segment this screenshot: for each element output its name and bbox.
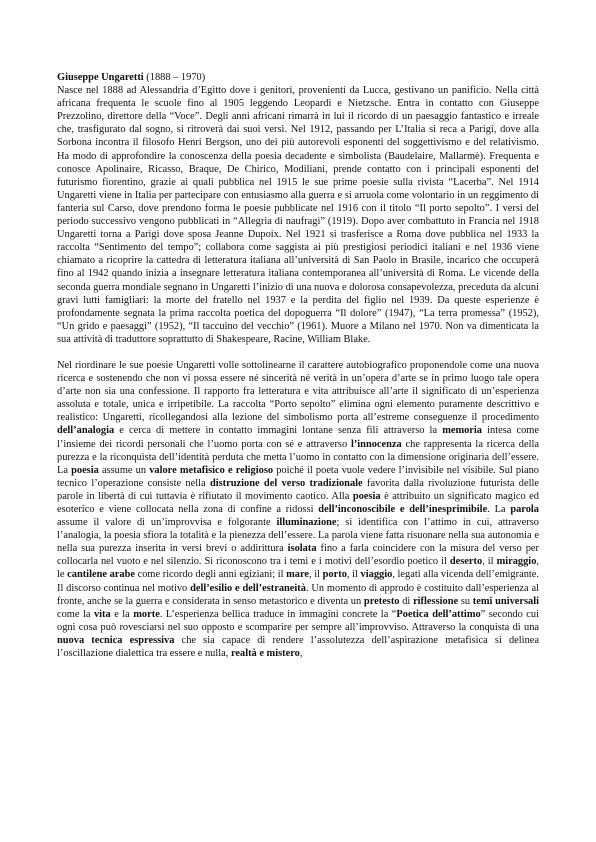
text-run: poiché il poeta vuole vedere l’invisibile nel visibile. Sul piano tecnico l’operazione consiste nella	[57, 464, 539, 489]
text-run: Nel riordinare le sue poesie Ungaretti volle sottolinearne il carattere autobiografico proponendole come una nuova ricerca e sostenendo che non vi possa essere né sincerità né verità in un’opera d’arte se in primo luogo tale opera d’arte non sia una confessione. Il rapporto fra letteratura e vita attribuisce all’arte il significato di un’esperienza assoluta e totale, unica e irripetibile. La raccolta “Porto sepolto” elimina ogni elemento puramente descrittivo e realistico: Ungaretti, ricollegandosi alla lezione del simbolismo porta all’estreme conseguenze il procedimento	[57, 359, 539, 424]
text-run: favorita dalla rivoluzione futurista delle parole in libertà di cui tuttavia è rifiutato il movimento caotico. Alla	[57, 477, 539, 502]
emphasis-term: Poetica dell’attimo	[396, 608, 481, 620]
text-run: , il	[482, 556, 497, 568]
text-run: di	[399, 595, 414, 607]
emphasis-term: miraggio	[496, 556, 537, 568]
emphasis-term: dell’analogia	[57, 425, 115, 437]
text-run: e la	[110, 608, 134, 620]
heading-name: Giuseppe Ungaretti	[57, 72, 144, 83]
text-run: assume un	[98, 464, 150, 476]
text-run: che sia capace di rendere l’assolutezza dell’aspirazione metafisica si delinea l’oscillazione dialettica tra essere e nulla,	[57, 634, 539, 660]
emphasis-term: riflessione	[413, 595, 459, 607]
emphasis-term: mare	[286, 569, 310, 581]
text-run: e cerca di mettere in contatto immagini lontane senza fili attraverso la	[114, 425, 443, 437]
emphasis-term: valore metafisico e religioso	[149, 464, 274, 476]
emphasis-term: pretesto	[363, 595, 400, 607]
emphasis-term: nuova tecnica espressiva	[57, 634, 175, 646]
emphasis-term: temi universali	[472, 595, 540, 607]
paragraph-gap	[57, 346, 539, 359]
emphasis-term: cantilene arabe	[67, 569, 135, 581]
text-run: come la	[57, 608, 94, 620]
text-run: ; si identifica con l’attimo in cui, attraverso l’analogia, la poesia sfiora la totalità e la pienezza dell’essere. La parola viene fatta risuonare nella sua autonomia e nella sua purezza inserita in versi brevi o addirittura	[57, 517, 539, 555]
emphasis-term: realtà e mistero	[230, 648, 300, 660]
text-run: , il	[309, 569, 323, 581]
text-run: fino a farla coincidere con la misura del verso per collocarla nel vuoto e nel silenzio. Si riconoscono tra i temi e i motivi dell’esordio poetico il	[57, 543, 539, 568]
emphasis-term: dell’esilio e dell’estraneità	[190, 582, 306, 594]
text-run: , legati alla vicenda dell’emigrante. Il discorso continua nel motivo	[57, 569, 539, 594]
text-run: è attribuito un significato magico ed esoterico e viene collocata nella zona di confine a ridossi	[57, 490, 539, 515]
text-run: su	[458, 595, 473, 607]
text-run: . L’esperienza bellica traduce in immagini concrete la “	[159, 608, 397, 620]
emphasis-term: illuminazione	[276, 517, 337, 529]
emphasis-term: l’innocenza	[350, 438, 402, 450]
text-run: come ricordo degli anni egiziani; il	[135, 569, 287, 581]
text-run: ” secondo cui ogni cosa può rovesciarsi nel suo opposto e scomparire per sempre all’improvviso. Attraverso la conquista di una	[57, 608, 539, 633]
emphasis-term: vita	[93, 608, 111, 620]
poetics-paragraph	[57, 359, 539, 660]
emphasis-term: viaggio	[360, 569, 393, 581]
bio-paragraph: Nasce nel 1888 ad Alessandria d’Egitto dove i genitori, provenienti da Lucca, gestivano un panificio. Nella città africana frequenta le scuole fino al 1905 leggendo Leopardi e Nietzsche. Entra in contatto con Giuseppe Prezzolino, direttore della “Voce”. Degli anni africani rimarrà in lui il ricordo di un paesaggio fantastico e irreale che, trasfigurato dal sogno, si ritroverà dai suoi versi. Nel 1912, passando per L’Italia si reca a Parigi, dove alla Sorbona incontra il filosofo Henri Bergson, uno dei più autorevoli esponenti del soggettivismo e del relativismo. Ha modo di approfondire la conoscenza della poesia decadente e simbolista (Baudelaire, Mallarmè). Frequenta e conosce Apolinaire, Ricasso, Braque, De Chirico, Modiliani, prende contatto con i principali esponenti del futurismo fiorentino, grazie ai quali pubblica nel 1915 le sue prime poesie sulla rivista “Lacerba”. Nel 1914 Ungaretti viene in Italia per partecipare con entusiasmo alla guerra e si arruola come volontario in un reggimento di fanteria sul Carso, dove prendono forma le poesie pubblicate nel 1916 con il titolo “Il porto sepolto”. I versi del periodo successivo vengono pubblicati in “Allegria di naufragi” (1919). Dopo aver combattuto in Francia nel 1918 Ungaretti torna a Parigi dove sposa Jeanne Dupoix. Nel 1921 si trasferisce a Roma dove pubblica nel 1933 la raccolta “Sentimento del tempo”; collabora come saggista ai più prestigiosi periodici italiani e nel 1936 viene chiamato a ricoprire la cattedra di letteratura italiana all’università di San Paolo in Brasile, incarico che occuperà fino al 1942 quando inizia a insegnare letteratura italiana contemporanea all’università di Roma. Le vicende della seconda guerra mondiale segnano in Ungaretti l’inizio di una nuova e dolorosa consapevolezza, preceduta da alcuni gravi lutti famigliari: la morte del fratello nel 1937 e la perdita del figlio nel 1939. Da queste esperienze è profondamente segnata la prima raccolta poetica del dopoguerra “Il dolore” (1947), “La terra promessa” (1952), “Un grido e paesaggi” (1952), “Il taccuino del vecchio” (1961). Muore a Milano nel 1970. Non va dimenticata la sua attività di traduttore soprattutto di Shakespeare, Racine, William Blake.	[57, 85, 539, 345]
emphasis-term: morte	[133, 608, 160, 620]
heading-dates: (1888 – 1970)	[146, 72, 206, 83]
text-run: . La	[487, 504, 511, 515]
text-run: ,	[299, 648, 303, 660]
emphasis-term: isolata	[287, 543, 317, 555]
text-run: che rappresenta la ricerca della purezza e la riconquista dell’identità perduta che metta l’uomo in contatto con la dimensione originaria dell’essere. La	[57, 438, 539, 476]
text-run: intesa come l’insieme dei ricordi personali che l’uomo porta con sé e attraverso	[57, 425, 539, 450]
text-run: , le	[57, 556, 539, 581]
text-run: , il	[346, 569, 361, 581]
emphasis-term: poesia	[71, 464, 99, 476]
emphasis-term: distruzione del verso tradizionale	[209, 477, 363, 489]
text-run: assume il valore di un’improvvisa e folgorante	[57, 517, 277, 529]
text-run: . Un momento di approdo è costituito dall’esperienza al fronte, anche se la guerra e considerata in senso metastorico e diventa un	[57, 582, 539, 607]
emphasis-term: dell’inconoscibile e dell’inesprimibile	[318, 504, 488, 515]
document-page	[57, 71, 539, 660]
emphasis-term: porto	[322, 569, 347, 581]
emphasis-term: deserto	[449, 556, 483, 568]
heading	[57, 71, 539, 84]
emphasis-term: memoria	[442, 425, 482, 437]
emphasis-term: poesia	[352, 490, 381, 502]
emphasis-term: parola	[510, 504, 539, 515]
